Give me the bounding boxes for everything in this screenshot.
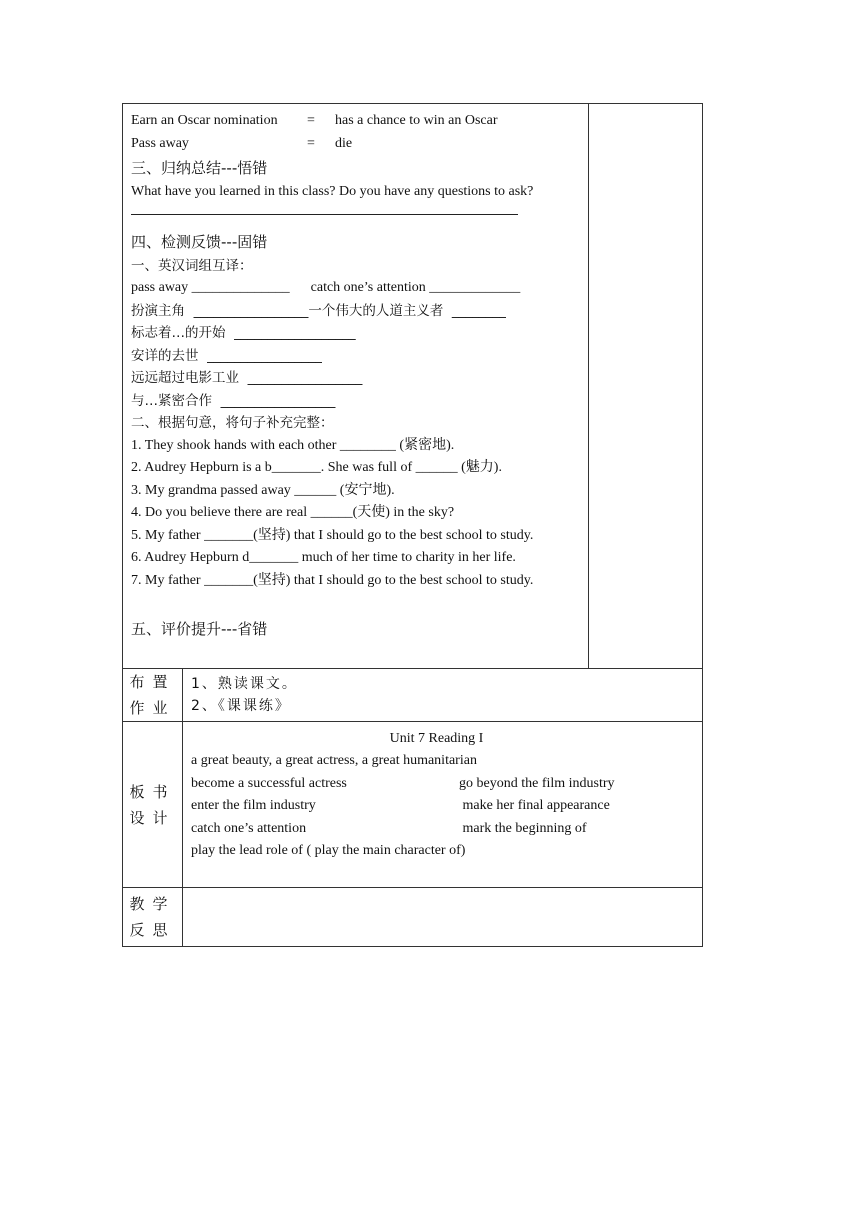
reflection-label: 教学 反思	[123, 888, 183, 947]
vocab-line: Pass away = die	[131, 135, 353, 151]
exercise-line: 扮演主角 _________________一个伟大的人道主义者 ________	[131, 302, 506, 319]
section5-title: 五、评价提升---省错	[131, 620, 268, 638]
reflection-content	[183, 888, 703, 947]
board-content	[183, 722, 703, 888]
side-empty-cell	[589, 104, 703, 669]
part2-title: 二、根据句意，将句子补充完整：	[131, 415, 334, 431]
content-cell	[123, 104, 589, 669]
homework-row	[123, 669, 703, 722]
exercise-line: 标志着…的开始 __________________	[131, 325, 356, 341]
answer-rule	[131, 204, 518, 215]
homework-item: 1、熟读课文。	[191, 676, 298, 692]
board-title: Unit 7 Reading I	[389, 731, 484, 746]
sentence-line: 3. My grandma passed away ______ (安宁地).	[131, 482, 395, 498]
board-line: a great beauty, a great actress, a great humanitarian	[191, 753, 477, 768]
board-line: catch one’s attention mark the beginning of	[191, 820, 587, 836]
homework-label: 布置 作业	[123, 669, 183, 722]
lesson-plan-table	[122, 103, 703, 947]
section3-question: What have you learned in this class? Do you have any questions to ask?	[131, 184, 534, 199]
section3-title: 三、归纳总结---悟错	[131, 159, 268, 177]
board-line: become a successful actress go beyond the film industry	[191, 775, 615, 791]
sentence-line: 1. They shook hands with each other ________ (紧密地).	[131, 437, 455, 453]
content-row	[123, 104, 703, 669]
exercise-line: 与…紧密合作 _________________	[131, 392, 336, 409]
exercise-line: 安详的去世 _________________	[131, 347, 322, 364]
section4-title: 四、检测反馈---固错	[131, 232, 268, 251]
board-line: play the lead role of ( play the main character of)	[191, 843, 466, 858]
homework-content	[183, 669, 703, 722]
exercise-line: pass away ______________ catch one’s attention _____________	[131, 280, 521, 295]
vocab-line: Earn an Oscar nomination = has a chance to win an Oscar	[131, 113, 498, 128]
board-row	[123, 722, 703, 888]
sentence-line: 5. My father _______(坚持) that I should go to the best school to study.	[131, 527, 534, 543]
sentence-line: 6. Audrey Hepburn d_______ much of her time to charity in her life.	[131, 550, 516, 565]
sentence-line: 2. Audrey Hepburn is a b_______. She was full of ______ (魅力).	[131, 460, 502, 475]
sentence-line: 4. Do you believe there are real ______(天使) in the sky?	[131, 505, 455, 520]
reflection-row	[123, 888, 703, 947]
exercise-line: 远远超过电影工业 _________________	[131, 370, 363, 386]
part1-title: 一、英汉词组互译：	[131, 257, 253, 274]
board-label: 板书 设计	[123, 722, 183, 888]
sentence-line: 7. My father _______(坚持) that I should go to the best school to study.	[131, 572, 534, 588]
board-line: enter the film industry make her final appearance	[191, 798, 610, 813]
homework-item: 2、《课课练》	[191, 698, 291, 714]
